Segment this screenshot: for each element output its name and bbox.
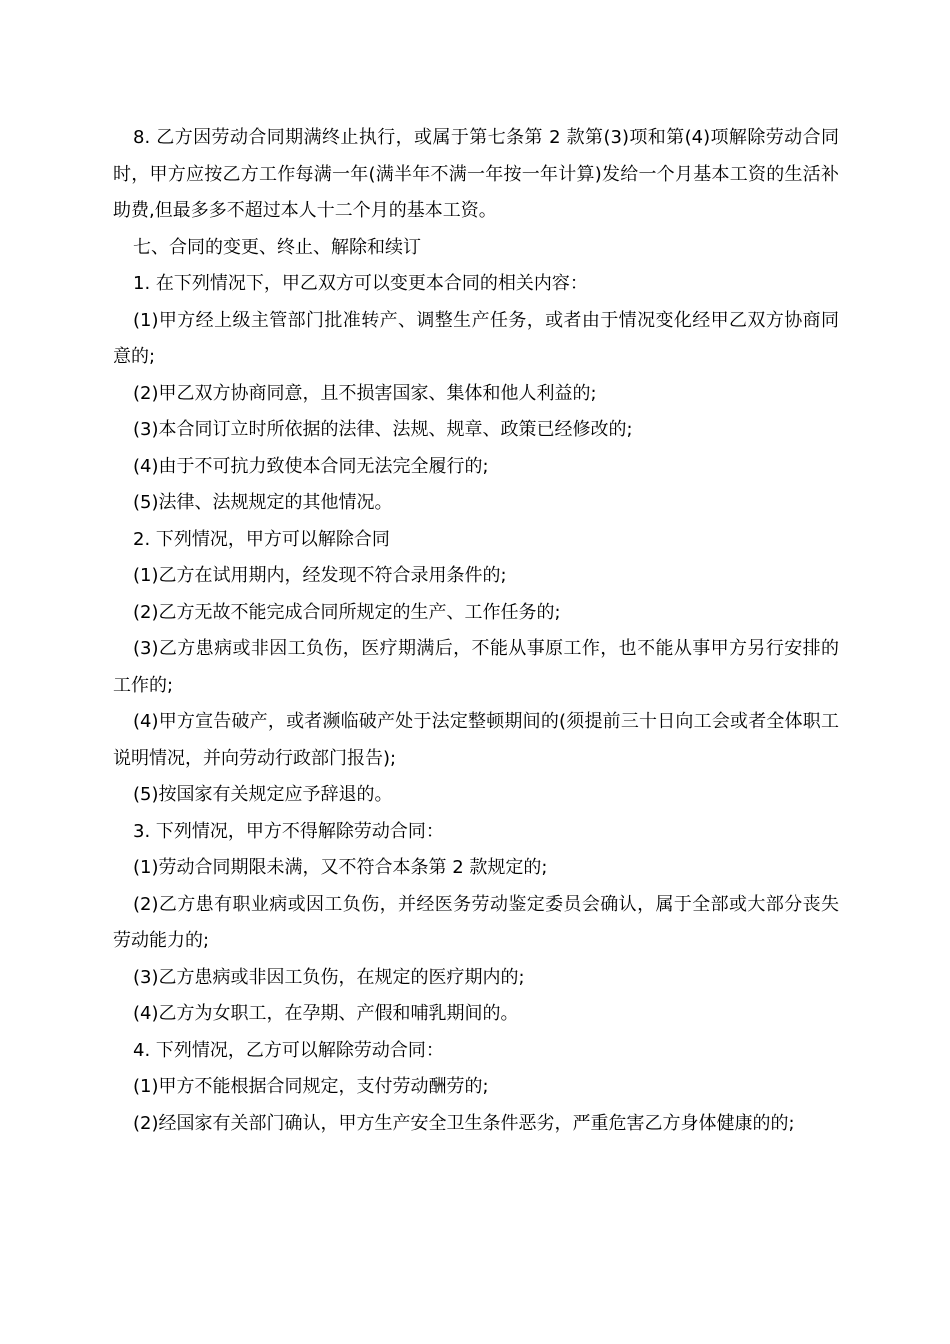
clause-3-heading: 3. 下列情况，甲方不得解除劳动合同：: [133, 820, 444, 842]
clause-1-item-5: (5)法律、法规规定的其他情况。: [133, 492, 393, 513]
clause-2-item-1: (1)乙方在试用期内，经发现不符合录用条件的;: [133, 565, 507, 586]
section-heading-7: 七、合同的变更、终止、解除和续订: [133, 236, 421, 258]
paragraph-compensation: 8. 乙方因劳动合同期满终止执行，或属于第七条第 2 款第(3)项和第(4)项解除劳动合同时，甲方应按乙方工作每满一年(满半年不满一年按一年计算)发给一个月基本工资的生活补助费,但最多多不超过本人十二个月的基本工资。: [113, 127, 839, 221]
clause-3-item-4: (4)乙方为女职工，在孕期、产假和哺乳期间的。: [133, 1003, 519, 1024]
clause-4-heading: 4. 下列情况，乙方可以解除劳动合同：: [133, 1039, 444, 1061]
clause-2-item-5: (5)按国家有关规定应予辞退的。: [133, 784, 393, 805]
clause-3-item-2: (2)乙方患有职业病或因工负伤，并经医务劳动鉴定委员会确认，属于全部或大部分丧失劳动能力的;: [113, 893, 839, 951]
clause-1-item-4: (4)由于不可抗力致使本合同无法完全履行的;: [133, 455, 489, 477]
clause-2-item-3: (3)乙方患病或非因工负伤，医疗期满后，不能从事原工作，也不能从事甲方另行安排的工作的;: [113, 638, 839, 696]
clause-2-item-2: (2)乙方无故不能完成合同所规定的生产、工作任务的;: [133, 601, 561, 623]
clause-1-item-3: (3)本合同订立时所依据的法律、法规、规章、政策已经修改的;: [133, 419, 633, 440]
clause-2-item-4: (4)甲方宣告破产，或者濒临破产处于法定整顿期间的(须提前三十日向工会或者全体职工说明情况，并向劳动行政部门报告);: [113, 711, 839, 769]
clause-1-item-1: (1)甲方经上级主管部门批准转产、调整生产任务，或者由于情况变化经甲乙双方协商同意的;: [113, 309, 839, 367]
clause-1-heading: 1. 在下列情况下，甲乙双方可以变更本合同的相关内容：: [133, 273, 588, 294]
clause-1-item-2: (2)甲乙双方协商同意，且不损害国家、集体和他人利益的;: [133, 382, 597, 404]
clause-2-heading: 2. 下列情况，甲方可以解除合同: [133, 528, 390, 550]
document-body: [113, 120, 839, 1142]
clause-3-item-1: (1)劳动合同期限未满，又不符合本条第 2 款规定的;: [133, 857, 548, 878]
clause-3-item-3: (3)乙方患病或非因工负伤，在规定的医疗期内的;: [133, 966, 525, 988]
clause-4-item-2: (2)经国家有关部门确认，甲方生产安全卫生条件恶劣，严重危害乙方身体健康的的;: [133, 1112, 795, 1134]
clause-4-item-1: (1)甲方不能根据合同规定，支付劳动酬劳的;: [133, 1076, 489, 1097]
